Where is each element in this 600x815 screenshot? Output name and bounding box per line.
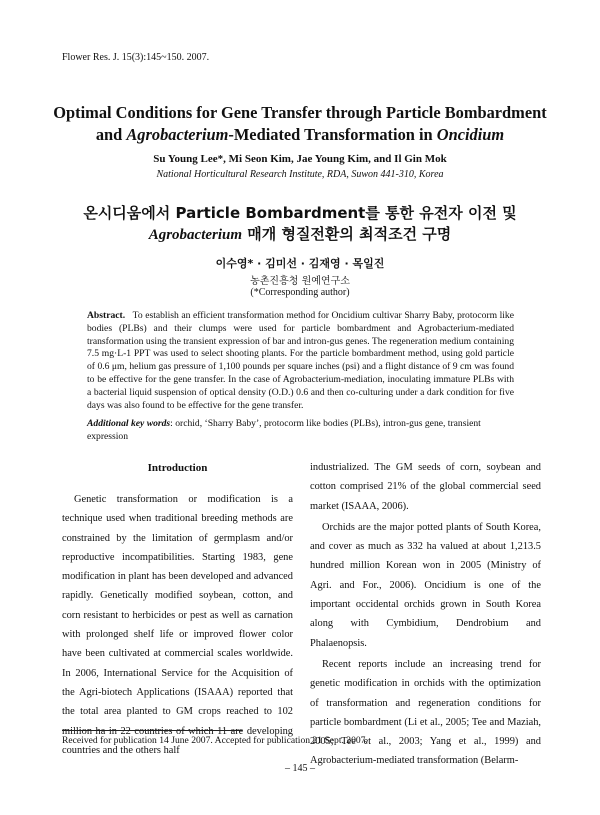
paragraph: Genetic transformation or modification is a technique used when traditional breeding methods are constrained by the limitation of germplasm and/or reproductive incompatibilities. Starting 1983, gene modification in plant has been developed and advanced rapidly. Genetically modified soybean, cotton, and corn resistant to herbicides or pest as well as carnation with prolonged shelf life or improved flower color have been cultivated at commercial scales worldwide. In 2006, International Service for the Acquisition of the Agri-biotech Applications (ISAAA) reported that the total area planted to GM crops reached to 102 million ha in 22 countries of which 11 are developing countries and the others half: [62, 494, 293, 756]
section-heading: Introduction: [147, 462, 208, 474]
key-words: [87, 418, 514, 444]
affiliation: National Horticultural Research Institute, RDA, Suwon 441-310, Korea: [156, 169, 444, 180]
key-words-text: : orchid, ‘Sharry Baby’, protocorm like bodies (PLBs), intron-gus gene, transient expression: [87, 418, 481, 442]
paper-title: [40, 102, 560, 146]
korean-author-list: 이수영* · 김미선 · 김재영 · 목일진: [215, 257, 385, 270]
korean-title-line-1: 온시디움에서 Particle Bombardment를 통한 유전자 이전 및: [83, 204, 517, 222]
right-column: [310, 458, 541, 771]
abstract-label: Abstract.: [87, 310, 126, 321]
paragraph: Recent reports include an increasing trend for genetic modification in orchids with the optimization of transformation and regeneration conditions for particle bombardment (Li et al., 2005; Tee and Maziah, 2005; Tee et al., 2003; Yang et al., 1999) and Agrobacterium-mediated transformation (Belarm-: [310, 658, 541, 767]
abstract: [87, 310, 514, 412]
journal-citation: Flower Res. J. 15(3):145~150. 2007.: [62, 52, 210, 63]
korean-title-line-2: Agrobacterium 매개 형질전환의 최적조건 구명: [148, 225, 452, 243]
author-list: Su Young Lee*, Mi Seon Kim, Jae Young Kim, and Il Gin Mok: [153, 153, 447, 165]
korean-affiliation: 농촌진흥청 원예연구소: [250, 276, 350, 287]
paragraph: Orchids are the major potted plants of South Korea, and cover as much as 332 ha valued at about 1,213.5 hundred million Korean won in 2005 (Ministry of Agri. and For., 2006). Oncidium is one of the important occidental orchids grown in South Korea along with Cymbidium, Dendrobium and Phalaenopsis.: [310, 521, 541, 649]
page-number: – 145 –: [285, 763, 315, 774]
footnote-divider: [62, 730, 242, 731]
left-column: [62, 490, 293, 760]
received-note: Received for publication 14 June 2007. Accepted for publication 21 Sept. 2007.: [62, 735, 368, 746]
paragraph: industrialized. The GM seeds of corn, soybean and cotton comprised 21% of the global commercial seed market (ISAAA, 2006).: [310, 462, 541, 512]
abstract-text: To establish an efficient transformation method for Oncidium cultivar Sharry Baby, protocorm like bodies (PLBs) and their clumps were used for particle bombardment and Agrobacterium-mediated transformation using the transient expression of bar and intron-gus genes. The regeneration medium containing 7.5 mg·L-1 PPT was used to select shooting plants. For the particle bombardment method, using gold particle of 0.6 μm, helium gas pressure of 1,100 pounds per square inches (psi) and a flight distance of 9 cm was found to be effective for the gene transfer. In the case of Agrobacterium-mediation, inoculating immature PLBs with a bacterial liquid suspension of optical density (O.D.) 0.6 and then co-culturing under a dark condition for five days was also found to be effective for the gene transfer.: [87, 310, 514, 411]
key-words-label: Additional key words: [87, 418, 171, 429]
corresponding-note: (*Corresponding author): [250, 287, 350, 298]
title-line-2: and Agrobacterium-Mediated Transformation in Oncidium: [95, 125, 505, 144]
title-line-1: Optimal Conditions for Gene Transfer through Particle Bombardment: [53, 103, 547, 122]
